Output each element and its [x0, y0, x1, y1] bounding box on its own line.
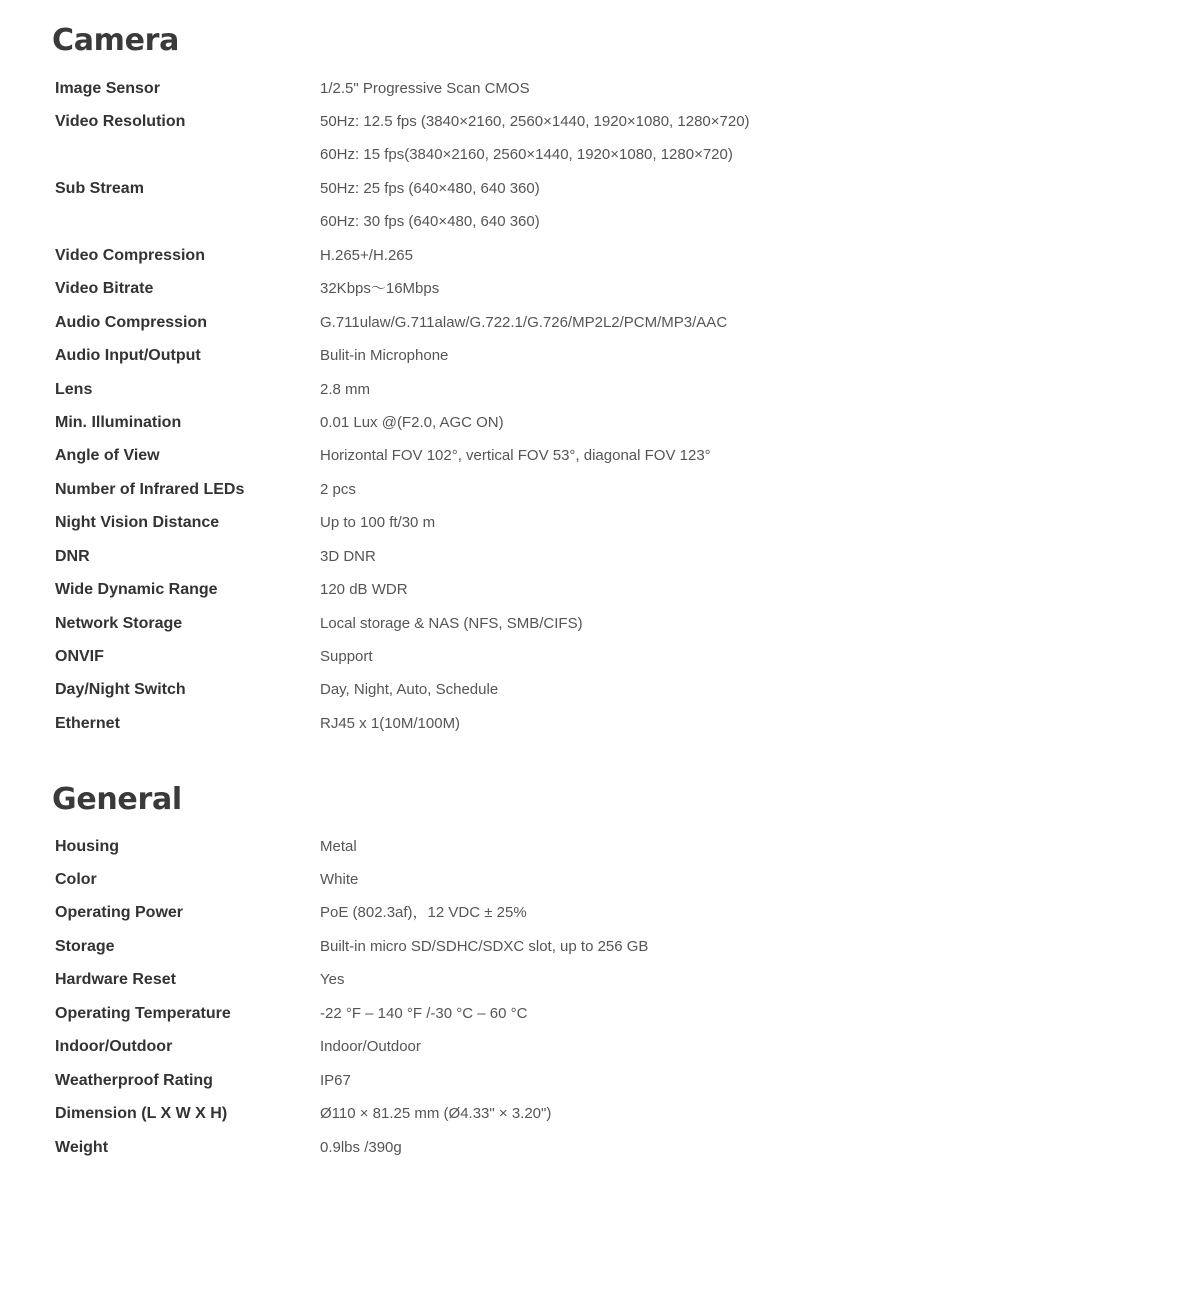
spec-value: 2 pcs [320, 481, 356, 498]
spec-row [55, 244, 1055, 268]
spec-value: Horizontal FOV 102°, vertical FOV 53°, diagonal FOV 123° [320, 447, 711, 464]
spec-value: 50Hz: 25 fps (640×480, 640 360) [320, 180, 540, 197]
spec-row [55, 712, 1055, 736]
spec-label: Weatherproof Rating [55, 1072, 213, 1089]
spec-label: DNR [55, 548, 90, 565]
spec-value: 120 dB WDR [320, 581, 408, 598]
spec-value: 60Hz: 15 fps(3840×2160, 2560×1440, 1920×1080, 1280×720) [320, 146, 733, 163]
spec-label: Storage [55, 938, 115, 955]
spec-label: Network Storage [55, 615, 183, 632]
spec-label: Angle of View [55, 447, 160, 464]
spec-row [55, 277, 1055, 301]
spec-value: 1/2.5" Progressive Scan CMOS [320, 80, 530, 97]
spec-row [55, 311, 1055, 335]
spec-value: IP67 [320, 1072, 351, 1089]
spec-value: 0.01 Lux @(F2.0, AGC ON) [320, 414, 504, 431]
spec-label: Day/Night Switch [55, 681, 186, 698]
spec-row [55, 1035, 1055, 1059]
spec-value: Up to 100 ft/30 m [320, 514, 436, 531]
spec-label: Weight [55, 1139, 109, 1156]
spec-value: Support [320, 648, 373, 665]
spec-label: Dimension (L X W X H) [55, 1105, 228, 1122]
spec-row [55, 1069, 1055, 1093]
spec-row [55, 1102, 1055, 1126]
spec-row [55, 77, 1055, 101]
general-section [52, 780, 1152, 1156]
spec-value: Bulit-in Microphone [320, 347, 449, 364]
spec-row [55, 645, 1055, 669]
spec-label: ONVIF [55, 648, 104, 665]
spec-label: Audio Input/Output [55, 347, 201, 364]
section-title-general: General [52, 782, 182, 817]
spec-row [55, 935, 1055, 959]
spec-label: Min. Illumination [55, 414, 182, 431]
spec-value: Ø110 × 81.25 mm (Ø4.33" × 3.20") [320, 1105, 552, 1122]
spec-value: Local storage & NAS (NFS, SMB/CIFS) [320, 615, 583, 632]
spec-row [55, 378, 1055, 402]
spec-label: Video Resolution [55, 113, 186, 130]
spec-row [55, 612, 1055, 636]
spec-row [55, 868, 1055, 892]
spec-row [55, 835, 1055, 859]
spec-row [55, 411, 1055, 435]
spec-value: Metal [320, 838, 357, 855]
spec-label: Wide Dynamic Range [55, 581, 218, 598]
spec-value: 50Hz: 12.5 fps (3840×2160, 2560×1440, 1920×1080, 1280×720) [320, 113, 750, 130]
spec-label: Hardware Reset [55, 971, 176, 988]
spec-label: Video Bitrate [55, 280, 154, 297]
spec-label: Sub Stream [55, 180, 144, 197]
spec-row [55, 143, 1055, 167]
spec-label: Operating Power [55, 904, 184, 921]
spec-value: White [320, 871, 359, 888]
spec-row [55, 344, 1055, 368]
spec-row [55, 968, 1055, 992]
spec-value: PoE (802.3af)，12 VDC ± 25% [320, 904, 527, 921]
spec-label: Indoor/Outdoor [55, 1038, 173, 1055]
spec-label: Lens [55, 381, 93, 398]
spec-value: RJ45 x 1(10M/100M) [320, 715, 461, 732]
spec-value: 2.8 mm [320, 381, 371, 398]
spec-value: 0.9lbs /390g [320, 1139, 402, 1156]
spec-row [55, 678, 1055, 702]
spec-row [55, 478, 1055, 502]
spec-value: 32Kbps～16Mbps [320, 280, 440, 297]
spec-row [55, 177, 1055, 201]
spec-row [55, 444, 1055, 468]
spec-label: Housing [55, 838, 119, 855]
spec-label: Night Vision Distance [55, 514, 220, 531]
camera-section [52, 21, 1152, 732]
spec-label: Image Sensor [55, 80, 160, 97]
spec-value: Built-in micro SD/SDHC/SDXC slot, up to 256 GB [320, 938, 649, 955]
spec-label: Number of Infrared LEDs [55, 481, 245, 498]
spec-label: Audio Compression [55, 314, 208, 331]
spec-label: Video Compression [55, 247, 205, 264]
spec-value: G.711ulaw/G.711alaw/G.722.1/G.726/MP2L2/PCM/MP3/AAC [320, 314, 728, 331]
spec-value: Yes [320, 971, 345, 988]
spec-label: Operating Temperature [55, 1005, 231, 1022]
spec-value: 3D DNR [320, 548, 376, 565]
spec-row [55, 1002, 1055, 1026]
spec-row [55, 545, 1055, 569]
spec-row [55, 110, 1055, 134]
section-title-camera: Camera [52, 23, 180, 58]
spec-value: Day, Night, Auto, Schedule [320, 681, 499, 698]
spec-value: -22 °F – 140 °F /-30 °C – 60 °C [320, 1005, 528, 1022]
spec-row [55, 578, 1055, 602]
spec-value: Indoor/Outdoor [320, 1038, 421, 1055]
spec-value: 60Hz: 30 fps (640×480, 640 360) [320, 213, 540, 230]
spec-row [55, 511, 1055, 535]
spec-value: H.265+/H.265 [320, 247, 413, 264]
spec-label: Color [55, 871, 97, 888]
spec-row [55, 210, 1055, 234]
spec-row [55, 901, 1055, 925]
spec-row [55, 1136, 1055, 1160]
spec-label: Ethernet [55, 715, 120, 732]
